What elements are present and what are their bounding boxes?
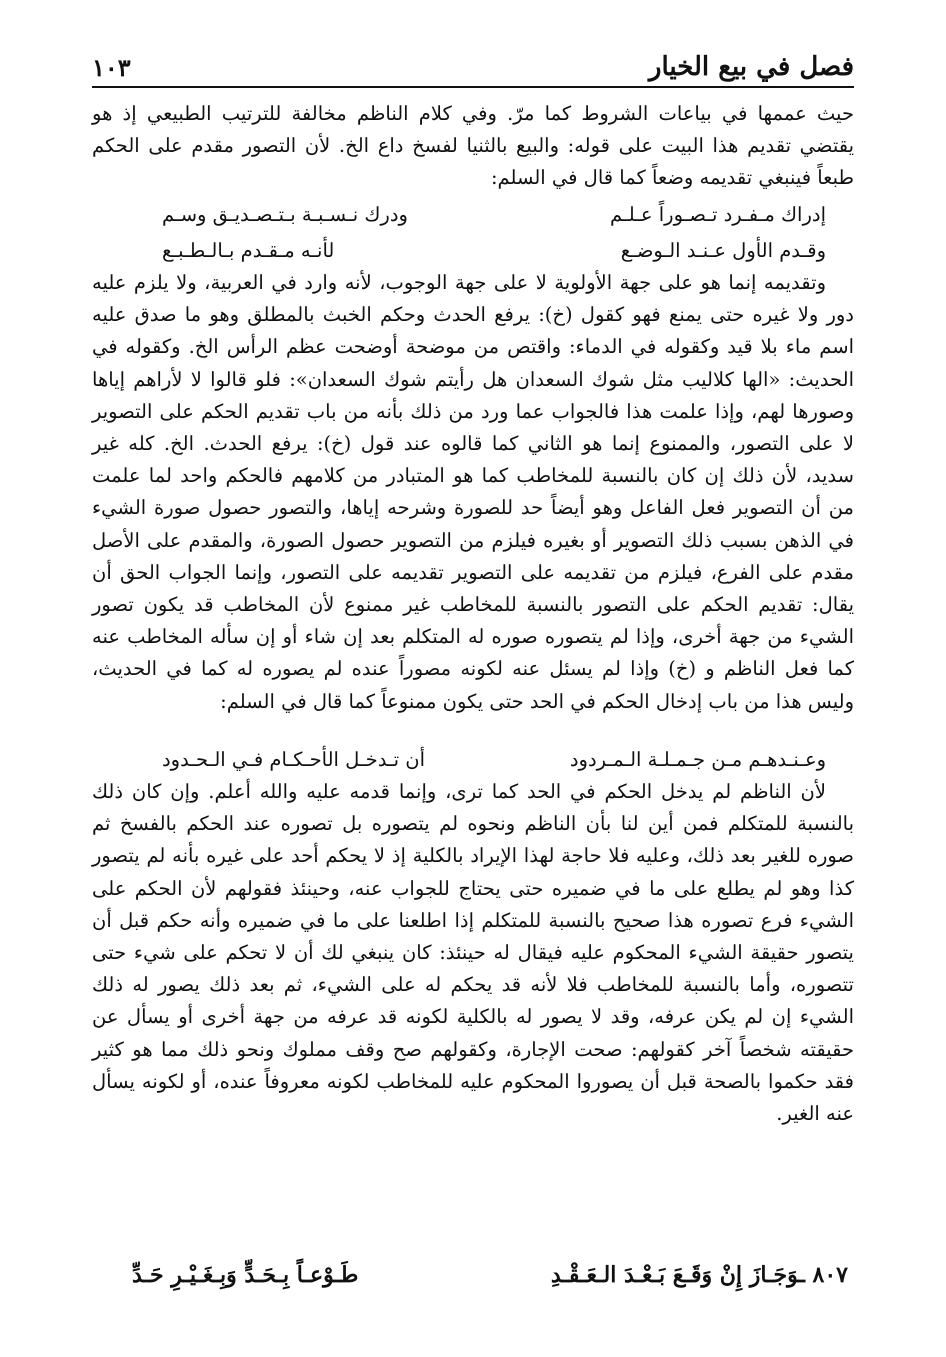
- verse-line-3: [92, 744, 854, 776]
- spacer: [92, 718, 854, 740]
- verse-3-first-hemistich: وعـنـدهـم مـن جـمـلـة الـمـردود: [569, 747, 826, 771]
- header-rule: [92, 86, 854, 88]
- verse-1-first-hemistich: إدراك مـفـرد تـصـوراً عـلـم: [610, 202, 826, 226]
- poem-first-hemistich: [551, 1262, 848, 1288]
- poem-second-hemistich: طَـوْعـاً بِـحَـدٍّ وَبِـغَـيْـرِ حَـدِّ: [132, 1262, 359, 1288]
- verse-number: ٨٠٧ ـ: [798, 1262, 848, 1288]
- commentary-body: [92, 98, 854, 1130]
- paragraph-2: وتقديمه إنما هو على جهة الأولوية لا على جهة الوجوب، لأنه وارد في العربية، ولا يلزم عليه دور ولا غيره حتى يمنع فهو كقول (خ): يرفع الحدث وحكم الخبث بالمطلق وهو ما صدق عليه اسم ماء بلا قيد وكقوله في الدماء: واقتص من موضحة أوضحت عظم الرأس الخ. وكقوله في الحديث: «الها كلاليب مثل شوك السعدان هل رأيتم شوك السعدان»: فلو قالوا لا لأراهم إياها وصورها لهم، وإذا علمت هذا فالجواب عما ورد من ذلك بأنه من باب تقديم الحكم على التصوير لا على التصور، والممنوع إنما هو الثاني كما قالوه عند قول (خ): يرفع الحدث. الخ. كله غير سديد، لأن ذلك إن كان بالنسبة للمخاطب كما هو المتبادر من كلامهم فالحكم واحد لما علمت من أن التصوير فعل الفاعل وهو أيضاً حد للصورة وشرحه إياها، والتصور حصول صورة الشيء في الذهن بسبب ذلك التصوير أو بغيره فيلزم من التصوير حصول الصورة، والمقدم على الأصل مقدم على الفرع، فيلزم من تقديمه على التصوير تقديمه على التصور، وإنما الجواب الحق أن يقال: تقديم الحكم على التصور بالنسبة للمخاطب غير ممنوع لأن المخاطب قد يكون تصور الشيء من جهة أخرى، وإذا لم يتصوره صوره له المتكلم بعد إن شاء أو إن سأله المخاطب عنه كما فعل الناظم و (خ) وإذا لم يسئل عنه لكونه مصوراً عنده لم يصوره له كما في الحديث، وليس هذا من باب إدخال الحكم في الحد حتى يكون ممنوعاً كما قال في السلم:: [92, 271, 854, 713]
- poem-first-text: وَجَـازَ إِنْ وَقَـعَ بَـعْـدَ الـعَـقْـدِ: [550, 1262, 799, 1288]
- page-number: ١٠٣: [92, 53, 131, 82]
- poem-verse-807: [92, 1262, 854, 1288]
- verse-line-2: [92, 235, 854, 267]
- verse-line-1: [92, 199, 854, 231]
- paragraph-3: لأن الناظم لم يدخل الحكم في الحد كما ترى، وإنما قدمه عليه والله أعلم. وإن كان ذلك بالنسبة للمتكلم فمن أين لنا بأن الناظم ونحوه لم يتصوره بل تصوره عند الحكم بالفسخ ثم صوره للغير بعد ذلك، وعليه فلا حاجة لهذا الإيراد بالكلية إذ لا يحكم أحد على غيره بأنه لم يتصور كذا وهو لم يطلع على ما في ضميره حتى يحتاج للجواب عنه، وحينئذ فقولهم لأن الحكم على الشيء فرع تصوره هذا صحيح بالنسبة للمتكلم إذا اطلعنا على ما في ضميره وأنه حكم قبل أن يتصور حقيقة الشيء المحكوم عليه فيقال له حينئذ: كان ينبغي لك أن لا تحكم على شيء حتى تتصوره، وأما بالنسبة للمخاطب فلا لأنه قد يحكم له على الشيء، ثم بعد ذلك يصور له ذلك الشيء إن لم يكن عرفه، وقد لا يصور له بالكلية لكونه قد عرفه من جهة أخرى أو يسأل عن حقيقته شخصاً آخر كقولهم: صحت الإجارة، وكقولهم صح وقف مملوك ونحو ذلك مما هو كثير فقد حكموا بالصحة قبل أن يصوروا المحكوم عليه للمخاطب لكونه معروفاً عنده، أو لكونه يسأل عنه الغير.: [92, 780, 854, 1126]
- running-title: فصل في بيع الخيار: [648, 52, 854, 82]
- verse-2-first-hemistich: وقـدم الأول عـنـد الـوضـع: [620, 238, 826, 262]
- page-header: [92, 42, 854, 82]
- verse-1-second-hemistich: ودرك نـسـبـة بـتـصـديـق وسـم: [162, 202, 408, 226]
- verse-3-second-hemistich: أن تـدخـل الأحـكـام فـي الـحـدود: [162, 747, 426, 771]
- paragraph-1: حيث عممها في بياعات الشروط كما مرّ. وفي كلام الناظم مخالفة للترتيب الطبيعي إذ هو يقتضي تقديم هذا البيت على قوله: والبيع بالثنيا لفسخ داع الخ. لأن التصور مقدم على الحكم طبعاً فينبغي تقديمه وضعاً كما قال في السلم:: [92, 102, 854, 190]
- verse-2-second-hemistich: لأنـه مـقـدم بـالـطـبـع: [162, 238, 335, 262]
